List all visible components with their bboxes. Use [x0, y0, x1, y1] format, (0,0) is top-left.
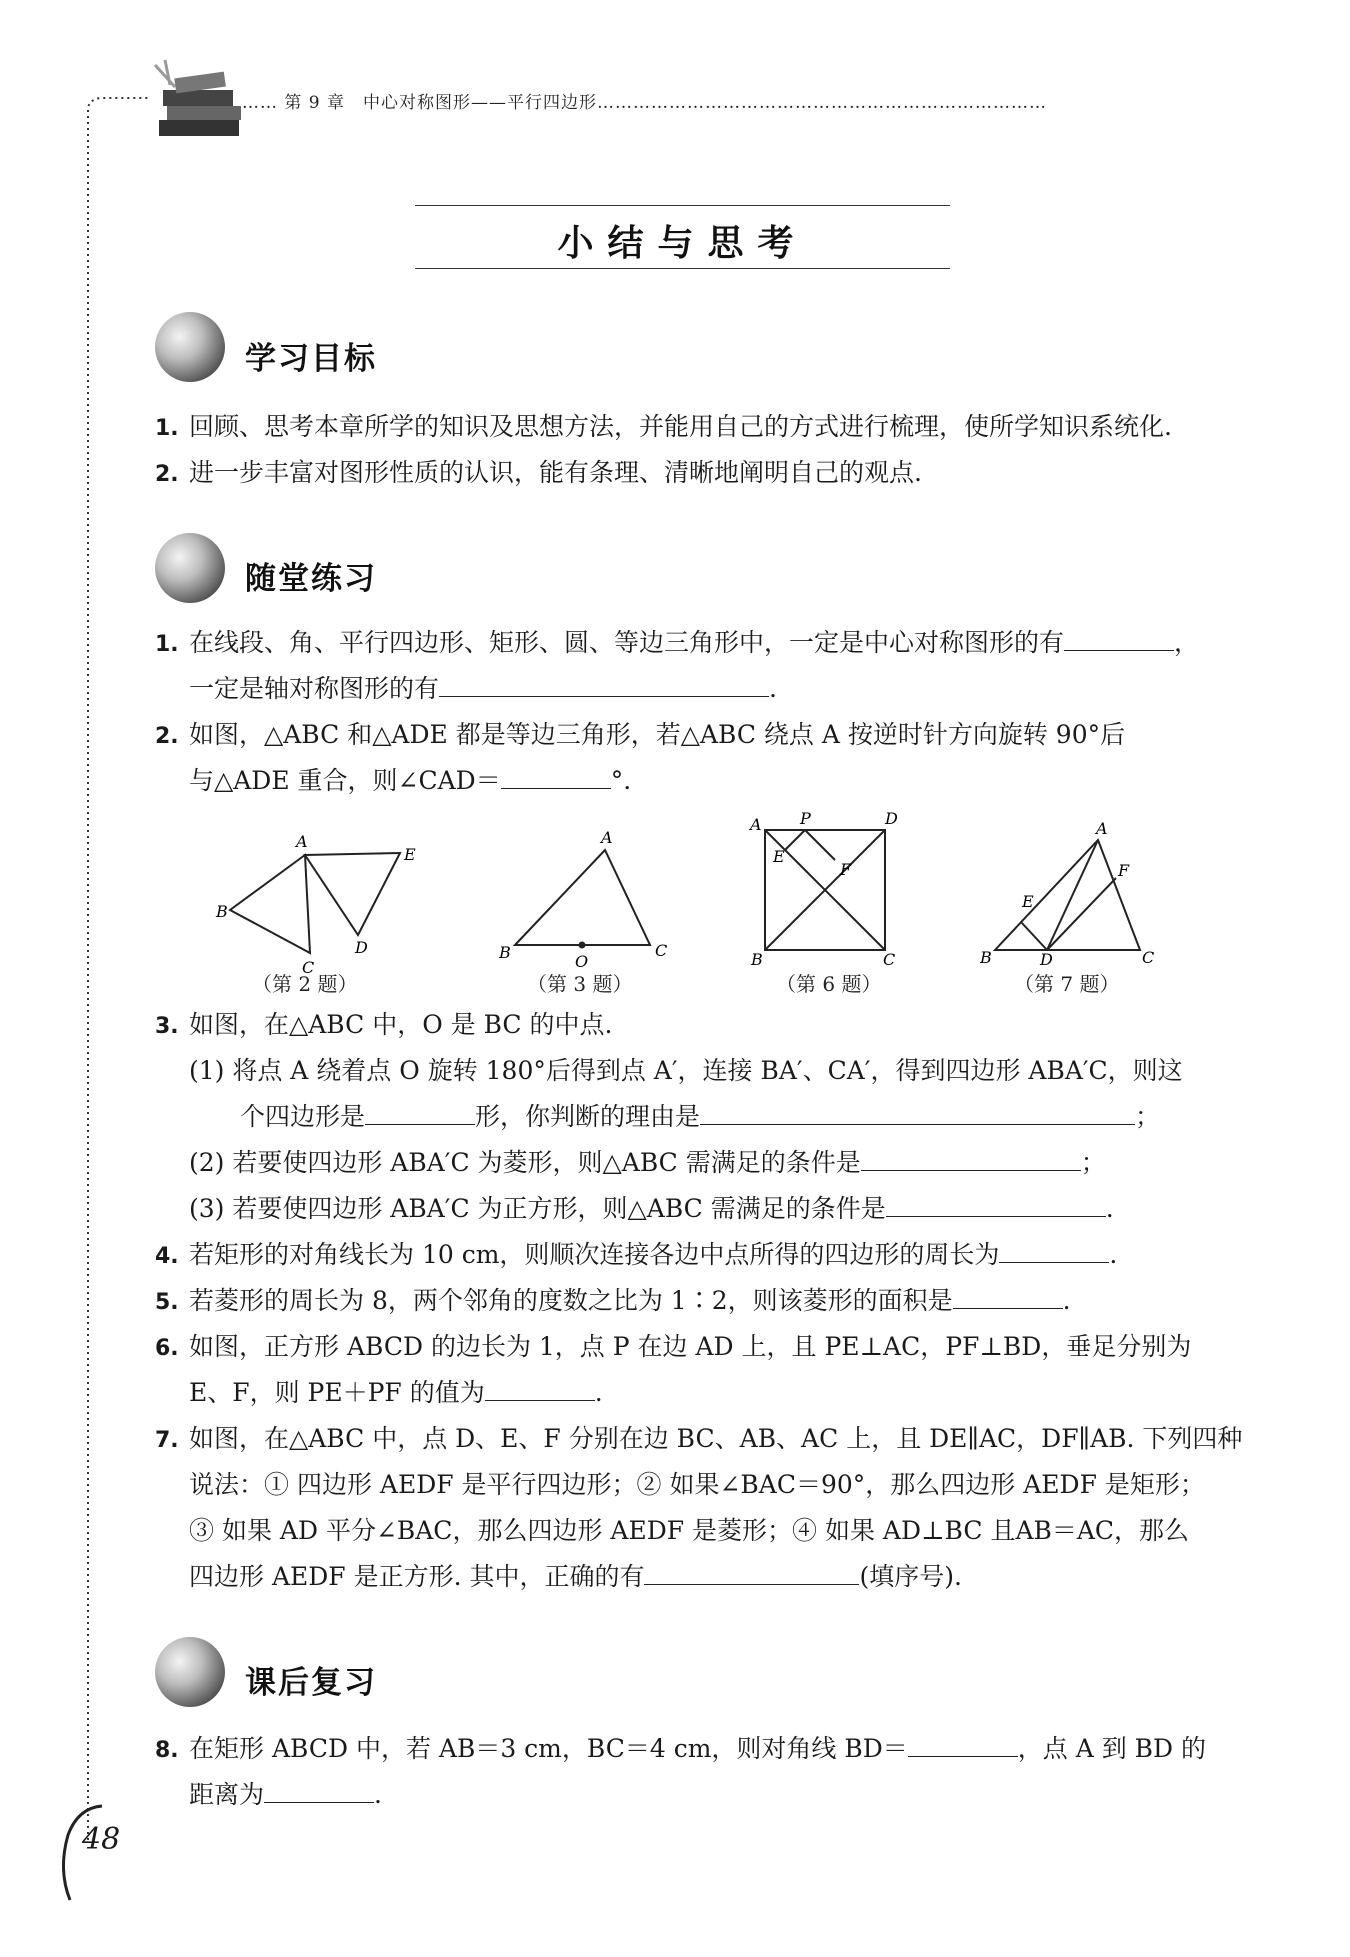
- figure-caption: （第 3 题）: [527, 972, 633, 996]
- question-2: 2. 如图，△ABC 和△ADE 都是等边三角形，若△ABC 绕点 A 按逆时针方向旋转 90°后: [155, 720, 1126, 749]
- question-7-cont: ③ 如果 AD 平分∠BAC，那么四边形 AEDF 是菱形；④ 如果 AD⊥BC 且AB＝AC，那么: [189, 1516, 1190, 1545]
- figure-caption: （第 2 题）: [252, 972, 358, 996]
- question-3: 3. 如图，在△ABC 中，O 是 BC 的中点.: [155, 1010, 613, 1039]
- question-3-part2: (2) 若要使四边形 ABA′C 为菱形，则△ABC 需满足的条件是 ；: [189, 1140, 1106, 1186]
- chapter-header: …… 第 9 章 中心对称图形——平行四边形…………………………………………………………………: [242, 93, 1048, 113]
- question-3-part3: (3) 若要使四边形 ABA′C 为正方形，则△ABC 需满足的条件是 .: [189, 1186, 1114, 1232]
- answer-blank[interactable]: [485, 1372, 595, 1401]
- question-7-cont: 四边形 AEDF 是正方形. 其中，正确的有 (填序号).: [189, 1554, 962, 1600]
- point-label: B: [216, 902, 228, 921]
- answer-blank[interactable]: [861, 1142, 1081, 1171]
- figure-q3: [495, 825, 685, 975]
- point-label: C: [1142, 948, 1155, 967]
- question-3-part1: (1) 将点 A 绕着点 O 旋转 180°后得到点 A′，连接 BA′、CA′，得到四边形 ABA′C，则这: [189, 1056, 1183, 1085]
- answer-blank[interactable]: [700, 1096, 1135, 1125]
- point-label: C: [302, 958, 315, 977]
- question-1: 1. 在线段、角、平行四边形、矩形、圆、等边三角形中，一定是中心对称图形的有 ，: [155, 620, 1199, 668]
- question-4: 4. 若矩形的对角线长为 10 cm，则顺次连接各边中点所得的四边形的周长为 .: [155, 1232, 1117, 1280]
- answer-blank[interactable]: [644, 1556, 859, 1585]
- title-rule-top: [415, 205, 950, 206]
- point-label: B: [980, 948, 992, 967]
- question-3-part1-cont: 个四边形是 形，你判断的理由是 ；: [240, 1094, 1160, 1140]
- answer-blank[interactable]: [908, 1728, 1018, 1757]
- answer-blank[interactable]: [501, 760, 611, 789]
- question-8-cont: 距离为 .: [189, 1772, 382, 1818]
- point-label: A: [750, 815, 762, 834]
- point-label: D: [885, 810, 898, 828]
- section-ball-icon: [155, 533, 225, 603]
- point-label: B: [751, 950, 763, 969]
- point-label: E: [1022, 892, 1034, 911]
- point-label: P: [800, 810, 811, 828]
- goal-item: 1. 回顾、思考本章所学的知识及思想方法，并能用自己的方式进行梳理，使所学知识系统化.: [155, 412, 1172, 441]
- point-label: E: [773, 847, 785, 866]
- question-7-cont: 说法：① 四边形 AEDF 是平行四边形；② 如果∠BAC＝90°，那么四边形 AEDF 是矩形；: [189, 1470, 1205, 1499]
- point-label: D: [1040, 950, 1053, 969]
- point-label: F: [1118, 861, 1130, 880]
- figure-q7: [980, 820, 1170, 970]
- answer-blank[interactable]: [886, 1188, 1106, 1217]
- title-rule-bottom: [415, 268, 950, 269]
- question-5: 5. 若菱形的周长为 8，两个邻角的度数之比为 1∶2，则该菱形的面积是 .: [155, 1278, 1071, 1326]
- section-title-practice: 随堂练习: [245, 561, 377, 597]
- question-7: 7. 如图，在△ABC 中，点 D、E、F 分别在边 BC、AB、AC 上，且 DE∥AC，DF∥AB. 下列四种: [155, 1424, 1243, 1453]
- point-label: O: [575, 952, 589, 971]
- page-title-box: [415, 215, 950, 266]
- goal-item: 2. 进一步丰富对图形性质的认识，能有条理、清晰地阐明自己的观点.: [155, 458, 922, 487]
- figure-caption: （第 6 题）: [776, 972, 882, 996]
- point-label: C: [883, 950, 896, 969]
- books-icon: [145, 55, 255, 140]
- figure-q6: [745, 810, 915, 970]
- question-8: 8. 在矩形 ABCD 中，若 AB＝3 cm，BC＝4 cm，则对角线 BD＝ ，点 A 到 BD 的: [155, 1726, 1206, 1774]
- question-1-cont: 一定是轴对称图形的有 .: [189, 666, 777, 712]
- point-label: A: [1096, 820, 1108, 838]
- question-6-cont: E、F，则 PE＋PF 的值为 .: [189, 1370, 603, 1416]
- point-label: F: [840, 860, 852, 879]
- page-title: 小结与思考: [557, 223, 808, 264]
- page-number: 48: [82, 1822, 121, 1857]
- point-label: A: [601, 828, 613, 847]
- point-label: C: [655, 941, 668, 960]
- section-ball-icon: [155, 1637, 225, 1707]
- point-label: D: [355, 938, 368, 957]
- section-title-goals: 学习目标: [245, 341, 377, 377]
- question-6: 6. 如图，正方形 ABCD 的边长为 1，点 P 在边 AD 上，且 PE⊥AC，PF⊥BD，垂足分别为: [155, 1332, 1192, 1361]
- point-label: E: [404, 845, 416, 864]
- answer-blank[interactable]: [1064, 622, 1174, 651]
- figure-caption: （第 7 题）: [1014, 972, 1120, 996]
- question-2-cont: 与△ADE 重合，则∠CAD＝ °.: [189, 758, 631, 804]
- section-ball-icon: [155, 312, 225, 382]
- point-label: B: [499, 943, 511, 962]
- point-label: A: [296, 832, 308, 851]
- answer-blank[interactable]: [264, 1774, 374, 1803]
- answer-blank[interactable]: [439, 668, 769, 697]
- answer-blank[interactable]: [999, 1234, 1109, 1263]
- answer-blank[interactable]: [365, 1096, 475, 1125]
- section-title-review: 课后复习: [245, 1665, 377, 1701]
- answer-blank[interactable]: [953, 1280, 1063, 1309]
